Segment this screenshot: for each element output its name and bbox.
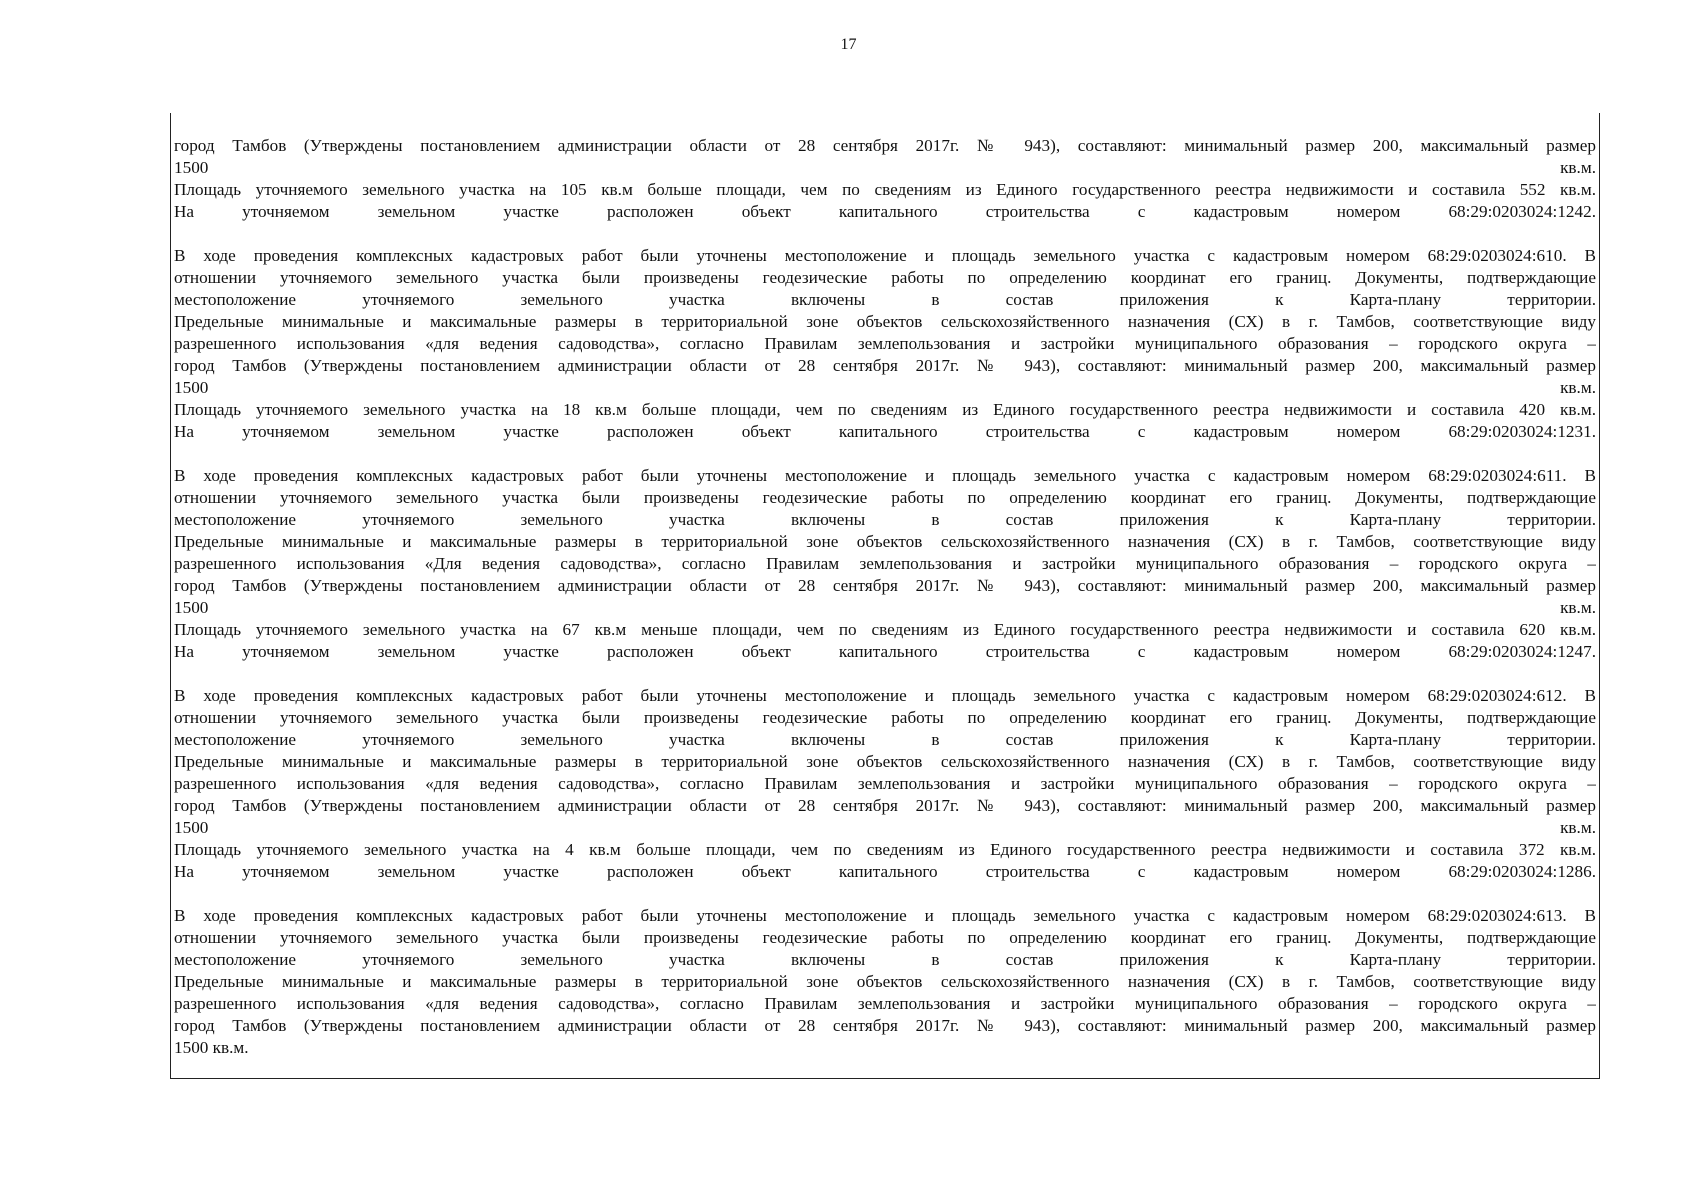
text-line: отношении уточняемого земельного участка были произведены геодезические работы по определению координат его границ. Документы, подтверждающие [174,268,1596,287]
paragraph-gap [174,443,1596,465]
paragraph [174,135,1596,223]
paragraph-gap [174,883,1596,905]
text-line: На уточняемом земельном участке расположен объект капитального строительства с кадастровым номером 68:29:0203024:1231. [174,422,1596,441]
text-line: Площадь уточняемого земельного участка на 67 кв.м меньше площади, чем по сведениям из Единого государственного реестра недвижимости и составила 620 кв.м. [174,620,1596,639]
text-line: город Тамбов (Утверждены постановлением администрации области от 28 сентября 2017г. № 943), составляют: минимальный размер 200, максимальный размер [174,136,1596,155]
text-line: разрешенного использования «для ведения садоводства», согласно Правилам землепользования и застройки муниципального образования – городского округа – [174,774,1596,793]
text-line: 1500 кв.м. [174,818,1596,837]
paragraph [174,685,1596,883]
text-line: отношении уточняемого земельного участка были произведены геодезические работы по определению координат его границ. Документы, подтверждающие [174,488,1596,507]
text-line: В ходе проведения комплексных кадастровых работ были уточнены местоположение и площадь земельного участка с кадастровым номером 68:29:0203024:612. В [174,686,1596,705]
paragraph [174,905,1596,1059]
text-line: В ходе проведения комплексных кадастровых работ были уточнены местоположение и площадь земельного участка с кадастровым номером 68:29:0203024:610. В [174,246,1596,265]
text-line: местоположение уточняемого земельного участка включены в состав приложения к Карта-плану территории. [174,510,1596,529]
text-line: Предельные минимальные и максимальные размеры в территориальной зоне объектов сельскохозяйственного назначения (СХ) в г. Тамбов, соответствующие виду [174,752,1596,771]
text-line: Площадь уточняемого земельного участка на 18 кв.м больше площади, чем по сведениям из Единого государственного реестра недвижимости и составила 420 кв.м. [174,400,1596,419]
paragraph-gap [174,223,1596,245]
paragraph [174,465,1596,663]
text-line: город Тамбов (Утверждены постановлением администрации области от 28 сентября 2017г. № 943), составляют: минимальный размер 200, максимальный размер [174,576,1596,595]
text-line: местоположение уточняемого земельного участка включены в состав приложения к Карта-плану территории. [174,950,1596,969]
paragraph [174,245,1596,443]
text-line: Предельные минимальные и максимальные размеры в территориальной зоне объектов сельскохозяйственного назначения (СХ) в г. Тамбов, соответствующие виду [174,972,1596,991]
text-line: В ходе проведения комплексных кадастровых работ были уточнены местоположение и площадь земельного участка с кадастровым номером 68:29:0203024:611. В [174,466,1596,485]
text-line: разрешенного использования «Для ведения садоводства», согласно Правилам землепользования и застройки муниципального образования – городского округа – [174,554,1596,573]
text-line: На уточняемом земельном участке расположен объект капитального строительства с кадастровым номером 68:29:0203024:1247. [174,642,1596,661]
text-line: местоположение уточняемого земельного участка включены в состав приложения к Карта-плану территории. [174,730,1596,749]
text-line: город Тамбов (Утверждены постановлением администрации области от 28 сентября 2017г. № 943), составляют: минимальный размер 200, максимальный размер [174,356,1596,375]
document-body [174,135,1596,1059]
text-line: Площадь уточняемого земельного участка на 105 кв.м больше площади, чем по сведениям из Единого государственного реестра недвижимости и составила 552 кв.м. [174,180,1596,199]
text-line: На уточняемом земельном участке расположен объект капитального строительства с кадастровым номером 68:29:0203024:1242. [174,202,1596,221]
text-line: В ходе проведения комплексных кадастровых работ были уточнены местоположение и площадь земельного участка с кадастровым номером 68:29:0203024:613. В [174,906,1596,925]
text-line: разрешенного использования «для ведения садоводства», согласно Правилам землепользования и застройки муниципального образования – городского округа – [174,994,1596,1013]
text-line: Предельные минимальные и максимальные размеры в территориальной зоне объектов сельскохозяйственного назначения (СХ) в г. Тамбов, соответствующие виду [174,532,1596,551]
page-number: 17 [840,36,857,53]
text-line: Площадь уточняемого земельного участка на 4 кв.м больше площади, чем по сведениям из Единого государственного реестра недвижимости и составила 372 кв.м. [174,840,1596,859]
text-line: 1500 кв.м. [174,1038,249,1057]
text-line: 1500 кв.м. [174,158,1596,177]
text-line: 1500 кв.м. [174,598,1596,617]
text-line: На уточняемом земельном участке расположен объект капитального строительства с кадастровым номером 68:29:0203024:1286. [174,862,1596,881]
text-line: местоположение уточняемого земельного участка включены в состав приложения к Карта-плану территории. [174,290,1596,309]
paragraph-gap [174,663,1596,685]
text-line: Предельные минимальные и максимальные размеры в территориальной зоне объектов сельскохозяйственного назначения (СХ) в г. Тамбов, соответствующие виду [174,312,1596,331]
text-line: город Тамбов (Утверждены постановлением администрации области от 28 сентября 2017г. № 943), составляют: минимальный размер 200, максимальный размер [174,796,1596,815]
text-line: город Тамбов (Утверждены постановлением администрации области от 28 сентября 2017г. № 943), составляют: минимальный размер 200, максимальный размер [174,1016,1596,1035]
text-line: разрешенного использования «для ведения садоводства», согласно Правилам землепользования и застройки муниципального образования – городского округа – [174,334,1596,353]
text-line: 1500 кв.м. [174,378,1596,397]
text-line: отношении уточняемого земельного участка были произведены геодезические работы по определению координат его границ. Документы, подтверждающие [174,708,1596,727]
text-line: отношении уточняемого земельного участка были произведены геодезические работы по определению координат его границ. Документы, подтверждающие [174,928,1596,947]
